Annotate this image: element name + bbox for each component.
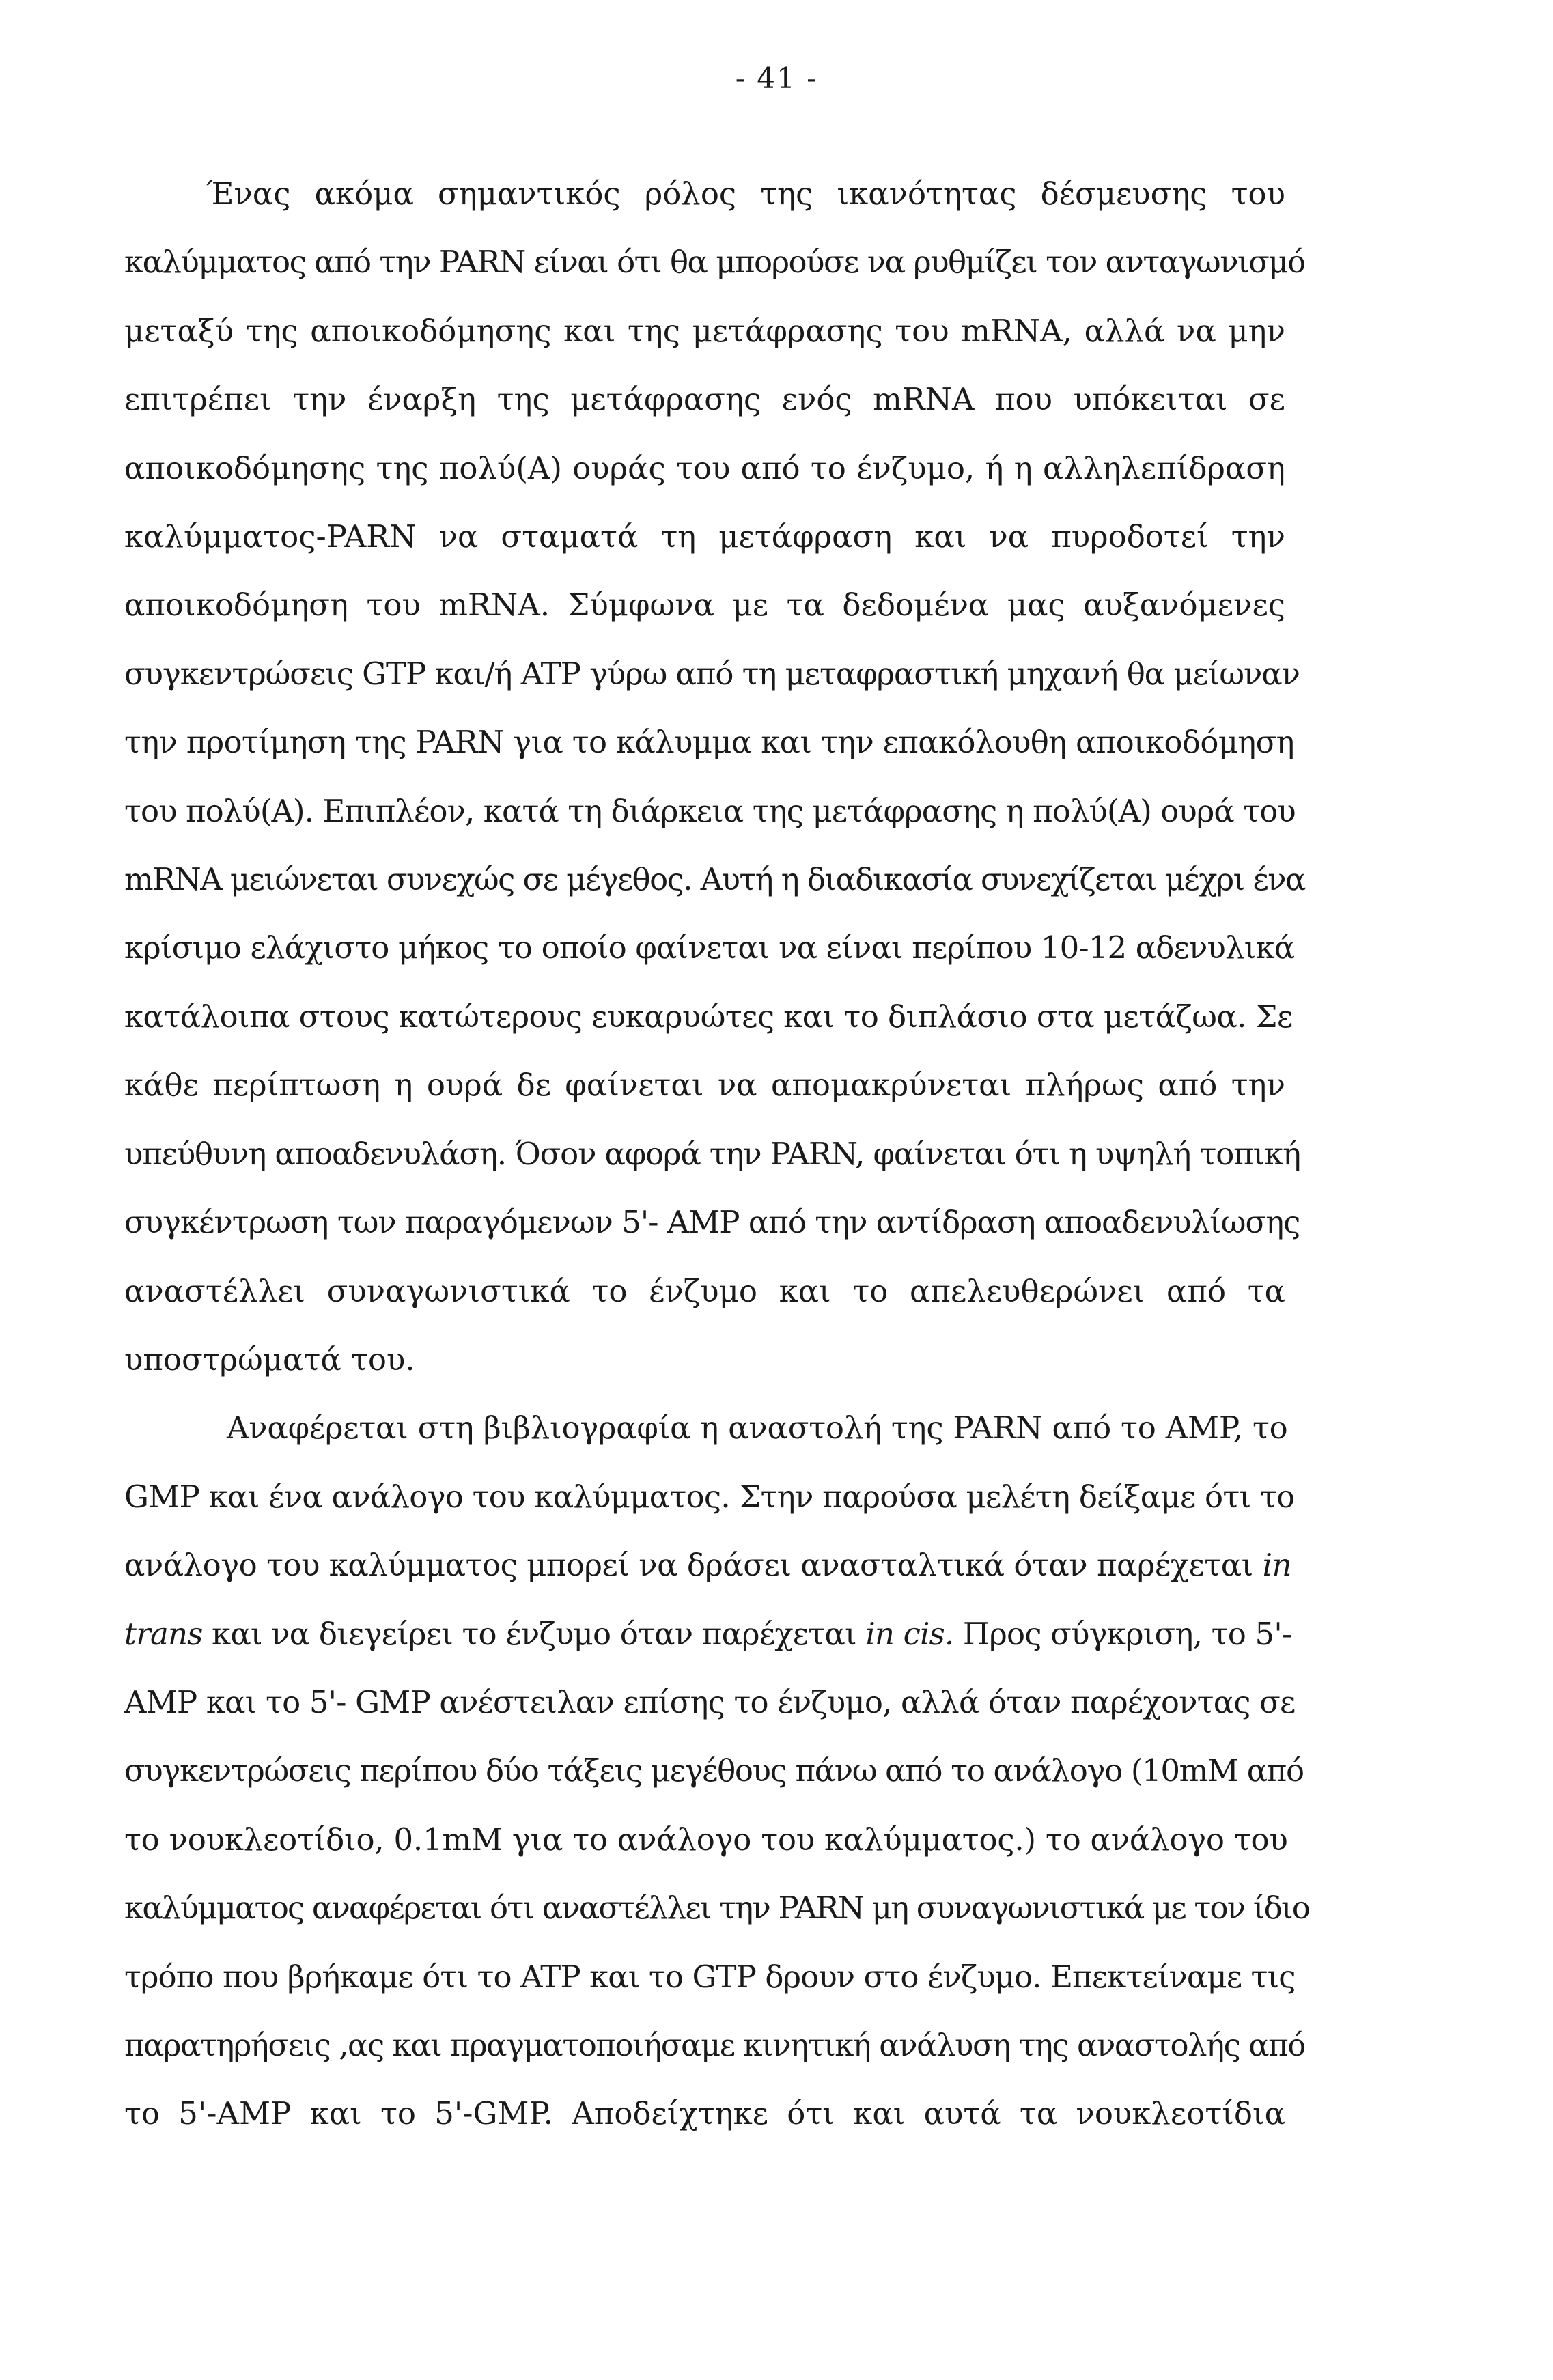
text-line: καλύμματος από την PARN είναι ότι θα μπορούσε να ρυθμίζει τον ανταγωνισμό — [124, 244, 1305, 281]
text-line: συγκεντρώσεις περίπου δύο τάξεις μεγέθους πάνω από το ανάλογο (10mM από — [124, 1752, 1304, 1789]
text-line — [124, 1600, 1292, 1668]
text-line: υποστρώματά του. — [124, 1341, 415, 1377]
text-segment: ανάλογο του καλύμματος μπορεί να δράσει ανασταλτικά όταν παρέχεται — [124, 1547, 1253, 1584]
paragraph-2 — [124, 1394, 1310, 2148]
text-line: mRNA μειώνεται συνεχώς σε μέγεθος. Αυτή η διαδικασία συνεχίζεται μέχρι ένα — [124, 861, 1305, 898]
paragraph-1 — [124, 160, 1305, 1394]
page-number: - 41 - — [735, 61, 818, 95]
italic-term: trans — [124, 1615, 203, 1652]
text-line: τρόπο που βρήκαμε ότι το ATP και το GTP δρουν στο ένζυμο. Επεκτείναμε τις — [124, 1958, 1296, 1995]
text-line: την προτίμηση της PARN για το κάλυμμα και την επακόλουθη αποικοδόμηση — [124, 724, 1294, 761]
text-line: επιτρέπει την έναρξη της μετάφρασης ενός mRNA που υπόκειται σε — [124, 381, 1285, 418]
text-line: καλύμματος αναφέρεται ότι αναστέλλει την PARN μη συναγωνιστικά με τον ίδιο — [124, 1890, 1310, 1927]
text-line: παρατηρήσεις ,ας και πραγματοποιήσαμε κινητική ανάλυση της αναστολής από — [124, 2026, 1305, 2063]
text-segment: Προς σύγκριση, το 5'- — [953, 1615, 1292, 1652]
text-line: το νουκλεοτίδιο, 0.1mM για το ανάλογο του καλύμματος.) το ανάλογο του — [124, 1821, 1288, 1858]
text-line: συγκεντρώσεις GTP και/ή ATP γύρω από τη μεταφραστική μηχανή θα μείωναν — [124, 655, 1300, 692]
body-text — [124, 160, 1310, 2148]
text-line: αποικοδόμηση του mRNA. Σύμφωνα με τα δεδομένα μας αυξανόμενες — [124, 587, 1285, 624]
italic-term: in — [1262, 1547, 1291, 1584]
text-line: κρίσιμο ελάχιστο μήκος το οποίο φαίνεται να είναι περίπου 10-12 αδενυλικά — [124, 929, 1295, 966]
text-line: του πολύ(A). Επιπλέον, κατά τη διάρκεια της μετάφρασης η πολύ(A) ουρά του — [124, 792, 1296, 829]
text-line: μεταξύ της αποικοδόμησης και της μετάφρασης του mRNA, αλλά να μην — [124, 312, 1285, 349]
text-line: συγκέντρωση των παραγόμενων 5'- AMP από την αντίδραση αποαδενυλίωσης — [124, 1204, 1300, 1241]
text-segment: και να διεγείρει το ένζυμο όταν παρέχεται — [212, 1615, 856, 1652]
text-line — [124, 1531, 1291, 1599]
italic-term: in — [865, 1615, 895, 1652]
text-line: Αναφέρεται στη βιβλιογραφία η αναστολή της PARN από το AMP, το — [227, 1410, 1288, 1446]
text-line: καλύμματος-PARN να σταματά τη μετάφραση και να πυροδοτεί την — [124, 518, 1285, 555]
text-line: αποικοδόμησης της πολύ(A) ουράς του από το ένζυμο, ή η αλληλεπίδραση — [124, 449, 1285, 486]
text-line: Ένας ακόμα σημαντικός ρόλος της ικανότητας δέσμευσης του — [206, 176, 1285, 212]
text-line: υπεύθυνη αποαδενυλάση. Όσον αφορά την PARN, φαίνεται ότι η υψηλή τοπική — [124, 1135, 1300, 1172]
text-line: AMP και το 5'- GMP ανέστειλαν επίσης το ένζυμο, αλλά όταν παρέχοντας σε — [124, 1683, 1296, 1720]
text-line: κάθε περίπτωση η ουρά δε φαίνεται να απομακρύνεται πλήρως από την — [124, 1067, 1285, 1104]
text-line: GMP και ένα ανάλογο του καλύμματος. Στην παρούσα μελέτη δείξαμε ότι το — [124, 1478, 1295, 1515]
text-line: κατάλοιπα στους κατώτερους ευκαρυώτες και το διπλάσιο στα μετάζωα. Σε — [124, 998, 1293, 1035]
italic-term: cis. — [903, 1615, 954, 1652]
text-line: αναστέλλει συναγωνιστικά το ένζυμο και το απελευθερώνει από τα — [124, 1272, 1285, 1309]
text-line: το 5'-AMP και το 5'-GMP. Αποδείχτηκε ότι και αυτά τα νουκλεοτίδια — [124, 2095, 1285, 2132]
